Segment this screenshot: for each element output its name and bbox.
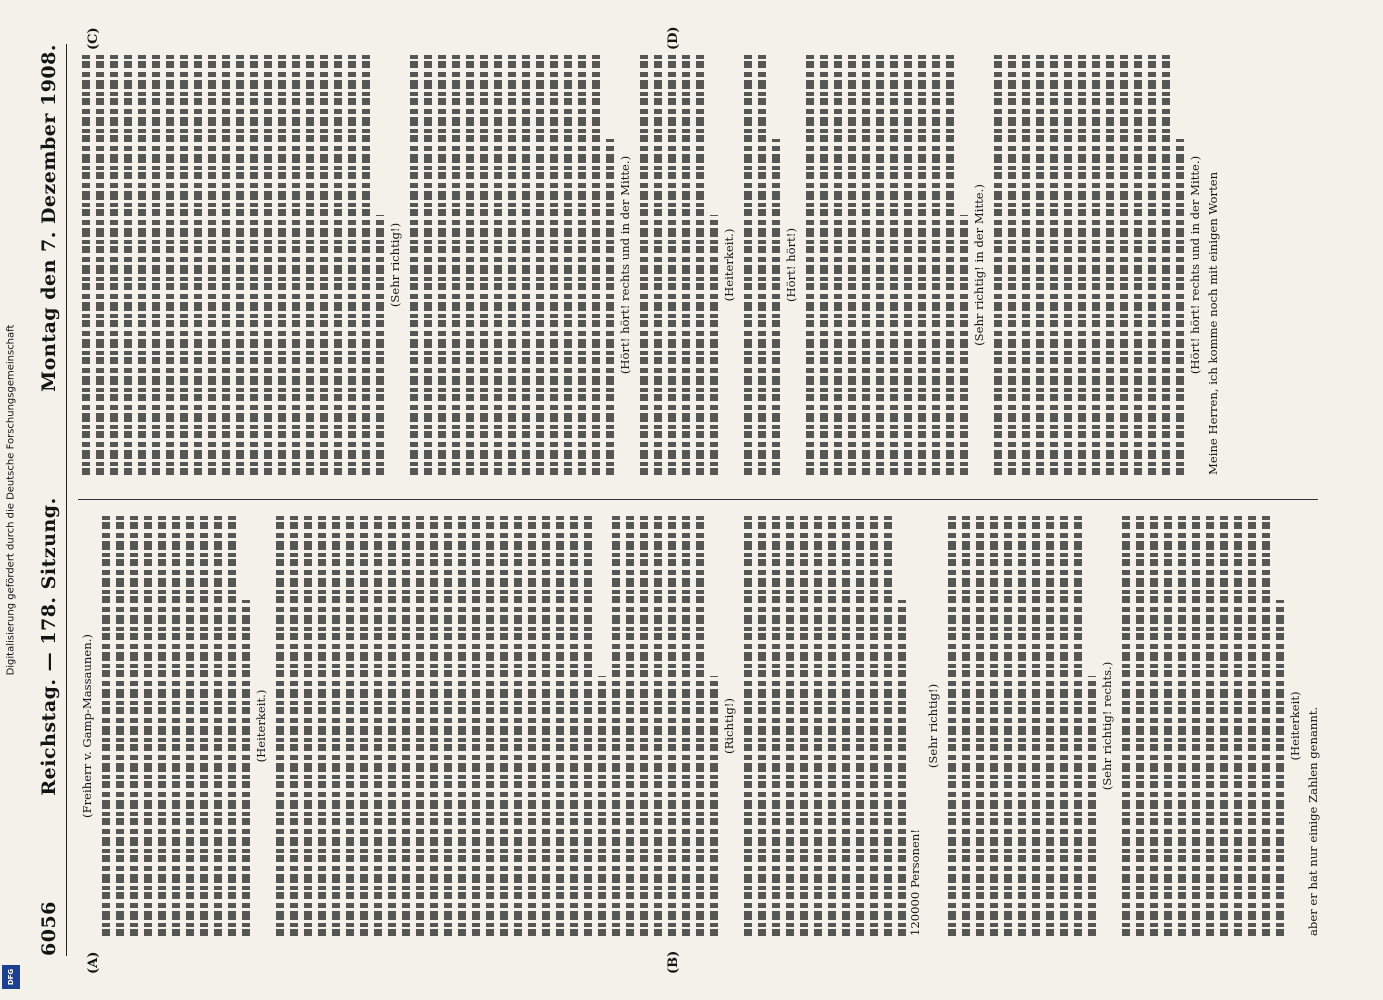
interjection: (Heiterkeit.) xyxy=(254,689,268,763)
interjection: (Heiterkeit) xyxy=(1288,691,1302,761)
text-block xyxy=(740,55,782,475)
interjection: (Sehr richtig!) xyxy=(926,683,940,769)
rotated-page xyxy=(26,20,1356,980)
text-fragment: 120000 Personen! xyxy=(908,828,922,936)
text-block xyxy=(272,516,608,936)
session-date: Montag den 7. Dezember 1908. xyxy=(38,44,60,392)
right-column xyxy=(78,55,1328,475)
text-block xyxy=(802,55,970,475)
text-block xyxy=(740,516,908,936)
margin-marker-c: (C) xyxy=(86,27,101,50)
margin-marker-d: (D) xyxy=(666,26,681,50)
footer-credit: Digitalisierung gefördert durch die Deutsche Forschungsgemeinschaft xyxy=(5,324,17,676)
text-block xyxy=(98,516,252,936)
interjection: (Hört! hört! rechts und in der Mitte.) xyxy=(618,155,632,375)
interjection: (Heiterkeit.) xyxy=(722,228,736,302)
text-block xyxy=(990,55,1186,475)
left-column xyxy=(78,516,1328,936)
dfg-logo-icon xyxy=(2,965,20,989)
dfg-footer xyxy=(0,0,22,1000)
column-divider xyxy=(78,499,1318,500)
text-fragment: Meine Herren, ich komme noch mit einigen Worten xyxy=(1206,171,1220,475)
text-block xyxy=(608,516,720,936)
text-block xyxy=(406,55,616,475)
text-block xyxy=(1118,516,1286,936)
session-title: Reichstag. — 178. Sitzung. xyxy=(38,497,60,796)
interjection: (Hört! hört!) xyxy=(784,228,798,302)
interjection: (Richtig!) xyxy=(722,698,736,754)
document-page xyxy=(26,20,1356,980)
text-fragment: aber er hat nur einige Zahlen genannt. xyxy=(1306,706,1320,936)
margin-marker-a: (A) xyxy=(86,951,101,974)
dfg-logo-text: DFG xyxy=(7,968,15,986)
interjection: (Sehr richtig!) xyxy=(388,222,402,308)
margin-marker-b: (B) xyxy=(666,950,681,974)
speaker-line: (Freiherr v. Gamp-Massaunen.) xyxy=(80,634,94,818)
running-header xyxy=(32,44,67,956)
interjection: (Hört! hört! rechts und in der Mitte.) xyxy=(1188,155,1202,375)
text-block xyxy=(78,55,386,475)
text-block xyxy=(636,55,720,475)
page-number: 6056 xyxy=(38,901,60,956)
text-block xyxy=(944,516,1098,936)
interjection: (Sehr richtig! in der Mitte.) xyxy=(972,184,986,346)
interjection: (Sehr richtig! rechts.) xyxy=(1100,661,1114,791)
